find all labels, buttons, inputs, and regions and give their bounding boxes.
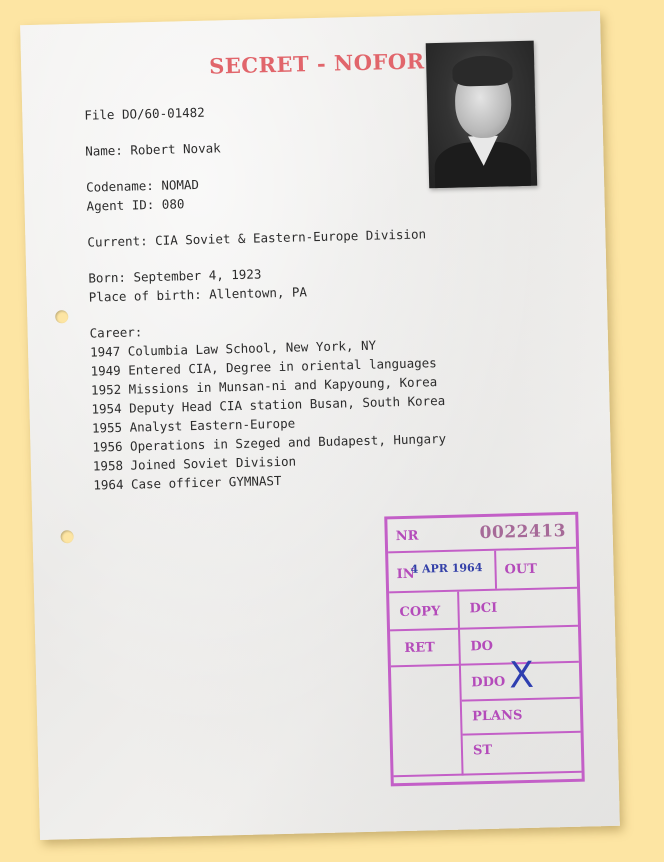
stamp-rule [388, 547, 576, 554]
file-number: File DO/60-01482 [84, 104, 205, 123]
stamp-out-label: OUT [504, 561, 538, 578]
stamp-nr-value: 0022413 [479, 521, 567, 544]
career-entry: 1949 Entered CIA, Degree in oriental languages [90, 355, 437, 379]
agent-photo [426, 41, 538, 189]
career-entry: 1954 Deputy Head CIA station Busan, South Korea [91, 392, 446, 417]
current-assignment: Current: CIA Soviet & Eastern-Europe Division [87, 226, 427, 250]
stamp-rule [462, 697, 580, 702]
dossier-page [20, 11, 620, 840]
stamp-rule [463, 731, 581, 736]
career-entry: 1956 Operations in Szeged and Budapest, Hungary [92, 430, 447, 455]
stamp-do-label: DO [470, 638, 494, 655]
career-entry: 1947 Columbia Law School, New York, NY [89, 337, 377, 360]
stamp-divider [494, 551, 497, 589]
stamp-st-label: ST [472, 742, 493, 759]
birth-date: Born: September 4, 1923 [88, 266, 262, 286]
career-entry: 1958 Joined Soviet Division [92, 453, 297, 474]
birth-place: Place of birth: Allentown, PA [88, 284, 308, 305]
career-entry: 1952 Missions in Munsan-ni and Kapyoung, Korea [90, 374, 438, 398]
stamp-dci-label: DCI [469, 600, 498, 617]
agent-codename: Codename: NOMAD [85, 176, 200, 195]
stamp-rule [394, 771, 582, 778]
binder-hole [60, 530, 73, 543]
stamp-copy-label: COPY [399, 604, 441, 621]
career-heading: Career: [89, 324, 143, 341]
routing-stamp [384, 512, 585, 787]
career-entry: 1964 Case officer GYMNAST [93, 472, 282, 493]
agent-name: Name: Robert Novak [85, 140, 221, 159]
classification-header: SECRET - NOFOR [208, 48, 425, 79]
stamp-ret-label: RET [404, 640, 436, 657]
binder-hole [55, 310, 68, 323]
stamp-divider [457, 592, 463, 776]
stamp-nr-label: NR [395, 528, 419, 545]
photo-hair [452, 55, 513, 86]
stamp-plans-label: PLANS [471, 708, 523, 725]
agent-id: Agent ID: 080 [86, 196, 185, 214]
stamp-rule [389, 587, 577, 594]
stamp-ddo-label: DDO [471, 674, 506, 691]
stamp-rule [390, 625, 578, 632]
career-entry: 1955 Analyst Eastern-Europe [91, 415, 296, 436]
ddo-check-mark: X [508, 654, 535, 697]
stamp-in-label: IN [396, 566, 415, 583]
stamp-in-date: 4 APR 1964 [410, 561, 483, 576]
stamp-rule [391, 661, 579, 668]
